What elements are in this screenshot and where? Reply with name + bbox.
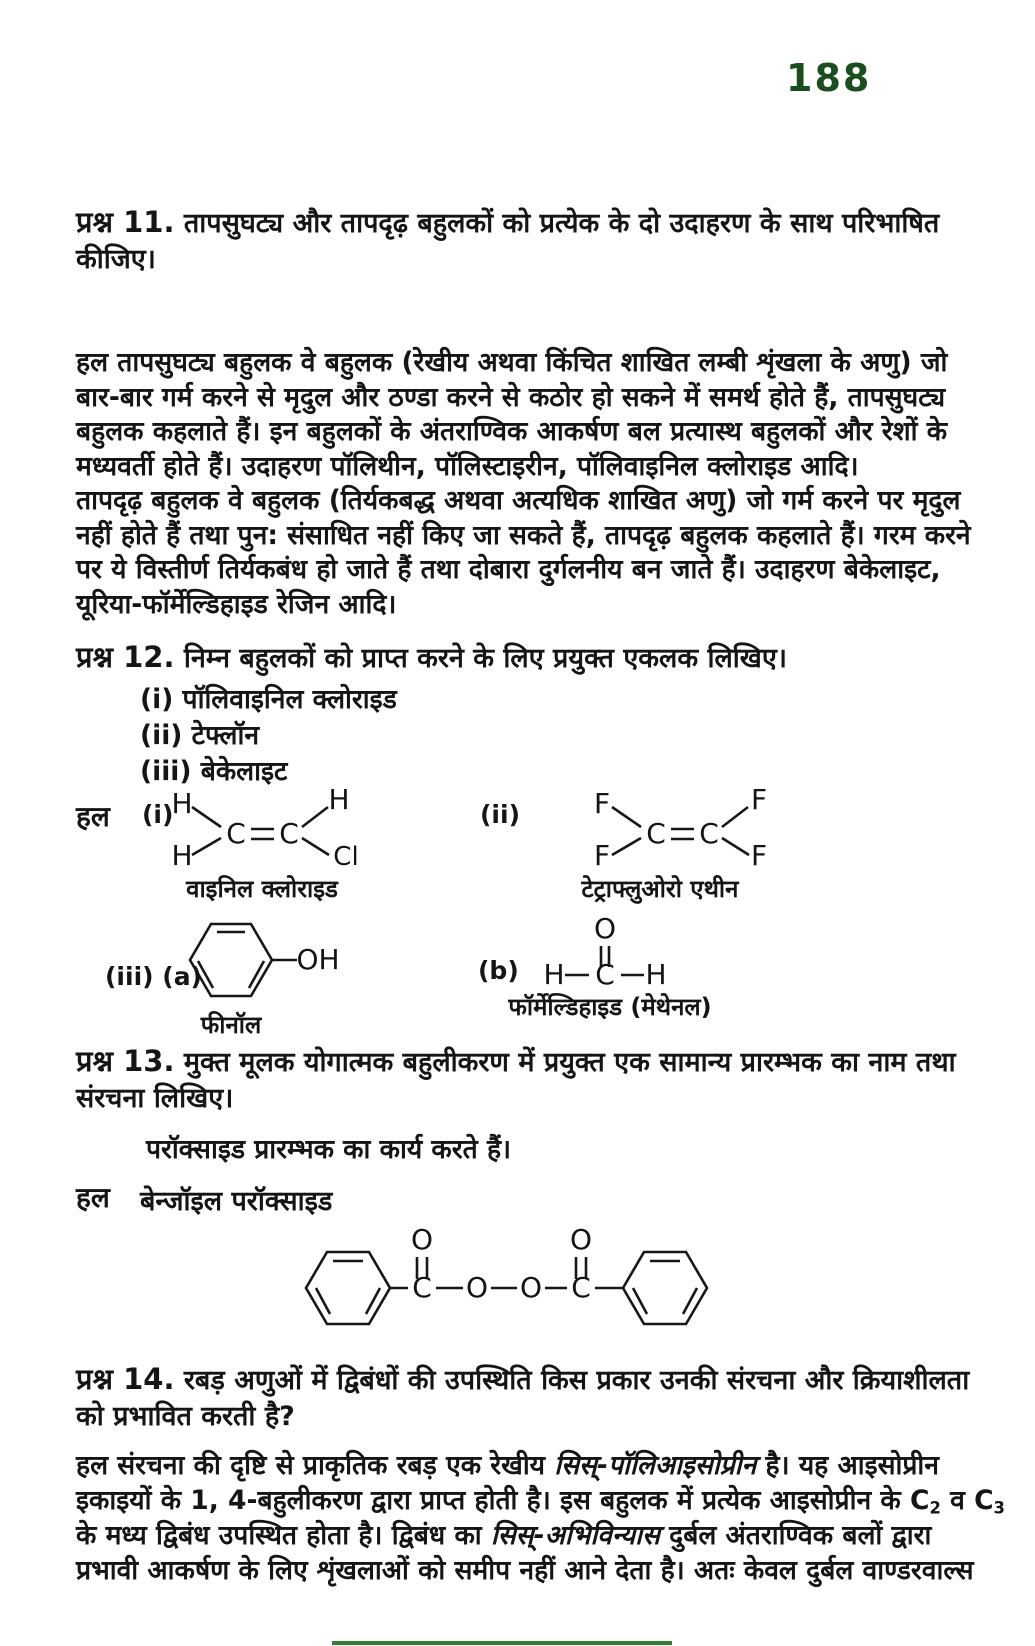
text-segment: मध्यवर्ती होते हैं। [76, 450, 242, 482]
text-segment: 2 [929, 1498, 941, 1518]
text-segment: बहुलक कहलाते हैं। इन बहुलकों के अंतराण्विक आकर्षण बल प्रत्यास्थ बहुलकों और रेशों के [76, 416, 948, 447]
text-segment: सिस्-अभिविन्यास [490, 1520, 660, 1551]
question-14 [76, 1360, 969, 1436]
text-line [76, 638, 787, 676]
text-line [76, 1360, 969, 1398]
atom-label: H [645, 958, 667, 991]
text-segment: वे बहुलक (तिर्यकबद्ध अथवा अत्यधिक शाखित अणु) जो गर्म करने पर मृदुल [228, 485, 961, 516]
atom-label: F [750, 783, 768, 816]
bond-lines [306, 1252, 707, 1324]
q12-item-iii: (iii) बेकेलाइट [140, 756, 288, 787]
text-segment: हल [76, 347, 118, 378]
text-line [76, 553, 971, 588]
text-segment: यूरिया-फॉर्मेल्डिहाइड रेजिन आदि। [76, 588, 397, 620]
vinyl-chloride-caption: वाइनिल क्लोराइड [186, 875, 338, 903]
text-segment: मुक्त मूलक योगात्मक बहुलीकरण में प्रयुक्त एक सामान्य प्रारम्भक का नाम तथा [174, 1047, 956, 1078]
text-segment: प्रश्न 14. [76, 1362, 175, 1396]
solution-13-label: हल [76, 1181, 110, 1214]
atom-label: C [226, 817, 246, 850]
text-line [76, 381, 971, 416]
atom-label: C [699, 817, 719, 850]
text-line [76, 484, 971, 519]
text-line [76, 519, 971, 554]
formaldehyde-caption: फॉर्मेल्डिहाइड (मेथेनल) [508, 993, 712, 1021]
text-segment: दुर्बल अंतराण्विक बलों द्वारा [659, 1520, 932, 1551]
question-12 [76, 638, 787, 676]
phenol-caption: फीनॉल [200, 1011, 262, 1039]
atom-label: C [412, 1271, 432, 1304]
text-segment: बार-बार गर्म करने से मृदुल और ठण्डा करने से कठोर हो सकने में समर्थ होते हैं, तापसुघट्य [76, 381, 946, 413]
text-segment: इकाइयों के 1, 4-बहुलीकरण द्वारा प्राप्त होती है। इस बहुलक में प्रत्येक आइसोप्रीन के C [76, 1485, 930, 1516]
text-segment: उदाहरण [241, 450, 322, 482]
text-line [76, 1042, 956, 1080]
bond-lines [190, 924, 297, 996]
part-i-label: (i) [142, 800, 174, 829]
text-line [76, 415, 971, 450]
atom-label: O [519, 1271, 543, 1304]
atom-label: O [410, 1226, 434, 1256]
atom-label: C [646, 817, 666, 850]
text-line [76, 1553, 1005, 1588]
vinyl-chloride-structure [165, 783, 365, 878]
atom-label: F [593, 787, 611, 820]
text-segment: 3 [993, 1498, 1005, 1518]
solution-11 [76, 346, 971, 622]
part-ii-label: (ii) [480, 800, 520, 829]
page-number: 188 [786, 56, 872, 100]
atom-label: C [279, 817, 299, 850]
text-segment: है। यह आइसोप्रीन [756, 1450, 940, 1481]
text-segment: पॉलिथीन, पॉलिस्टाइरीन, पॉलिवाइनिल क्लोराइड आदि। [321, 450, 859, 482]
text-line [76, 346, 971, 381]
text-segment: पर ये विस्तीर्ण तिर्यकबंध हो जाते हैं तथा दोबारा दुर्गलनीय बन जाते हैं। [76, 554, 756, 585]
tetrafluoroethene-structure [585, 783, 785, 878]
part-b-label: (b) [478, 956, 519, 985]
text-segment: उदाहरण [755, 554, 835, 585]
atom-label: O [593, 912, 617, 945]
q12-item-ii: (ii) टेफ्लॉन [140, 720, 260, 751]
text-segment: प्रश्न 12. [76, 640, 175, 674]
solution-13-note: परॉक्साइड प्रारम्भक का कार्य करते हैं। [146, 1134, 512, 1165]
tetrafluoroethene-caption: टेट्राफ्लुओरो एथीन [581, 875, 739, 903]
text-segment: प्रभावी आकर्षण के लिए शृंखलाओं को समीप नहीं आने देता है। अतः केवल दुर्बल वाण्डरवाल्स [76, 1555, 974, 1586]
benzoyl-peroxide-name: बेन्जॉइल परॉक्साइड [140, 1186, 333, 1217]
text-line [76, 588, 971, 623]
text-segment: के मध्य द्विबंध उपस्थित होता है। द्विबंध का [76, 1520, 491, 1551]
bond-lines [192, 807, 329, 855]
text-line [76, 1483, 1005, 1518]
atom-label: Cl [333, 842, 359, 872]
page-edge-mark [332, 1641, 672, 1645]
atom-label: F [750, 839, 768, 872]
text-segment: बेकेलाइट, [834, 554, 941, 585]
text-segment: को प्रभावित करती है? [76, 1401, 295, 1432]
text-line [76, 1448, 1005, 1483]
question-11 [76, 203, 939, 279]
text-segment: कीजिए। [76, 244, 156, 275]
atom-label: C [571, 1271, 591, 1304]
part-iii-a-label: (iii) (a) [105, 962, 202, 991]
atom-label: C [595, 958, 615, 991]
solution-12-label: हल [76, 800, 110, 833]
q12-item-i: (i) पॉलिवाइनिल क्लोराइड [140, 684, 397, 715]
text-line [76, 1398, 969, 1436]
text-line [76, 1518, 1005, 1553]
phenol-structure [185, 915, 355, 1010]
text-segment: तापदृढ़ बहुलक [76, 485, 228, 516]
text-segment: निम्न बहुलकों को प्राप्त करने के लिए प्रयुक्त एकलक लिखिए। [174, 643, 787, 674]
text-segment: व C [940, 1485, 994, 1516]
bond-lines [612, 807, 749, 855]
atom-label: O [465, 1271, 489, 1304]
question-13 [76, 1042, 956, 1118]
text-line [76, 241, 939, 279]
text-segment: नहीं होते हैं तथा पुन: संसाधित नहीं किए जा सकते हैं, तापदृढ़ बहुलक कहलाते हैं। गरम करने [76, 519, 971, 551]
text-segment: रबड़ अणुओं में द्विबंधों की उपस्थिति किस प्रकार उनकी संरचना और क्रियाशीलता [174, 1365, 970, 1396]
atom-label: H [543, 958, 565, 991]
text-segment: वे बहुलक (रेखीय अथवा किंचित शाखित लम्बी शृंखला के अणु) जो [300, 347, 948, 378]
text-segment: हल [76, 1450, 118, 1481]
text-segment: तापसुघट्य और तापदृढ़ बहुलकों को प्रत्येक के दो उदाहरण के साथ परिभाषित [174, 208, 940, 239]
atom-label: H [328, 783, 350, 816]
atom-label: H [171, 787, 193, 820]
text-segment: प्रश्न 13. [76, 1044, 175, 1078]
text-line [76, 203, 939, 241]
text-segment: प्रश्न 11. [76, 205, 175, 239]
text-segment: संरचना की दृष्टि से प्राकृतिक रबड़ एक रेखीय [117, 1450, 555, 1481]
text-line [76, 450, 971, 485]
text-segment: तापसुघट्य बहुलक [117, 347, 301, 378]
text-segment: सिस्-पॉलिआइसोप्रीन [554, 1450, 757, 1481]
atom-label: F [593, 839, 611, 872]
hydroxyl-label: OH [296, 943, 340, 976]
text-line [76, 1080, 956, 1118]
text-segment: संरचना लिखिए। [76, 1083, 234, 1114]
solution-14 [76, 1448, 1005, 1588]
formaldehyde-structure [540, 910, 700, 998]
benzoyl-peroxide-structure [300, 1226, 720, 1338]
atom-label: O [569, 1226, 593, 1256]
atom-label: H [171, 839, 193, 872]
